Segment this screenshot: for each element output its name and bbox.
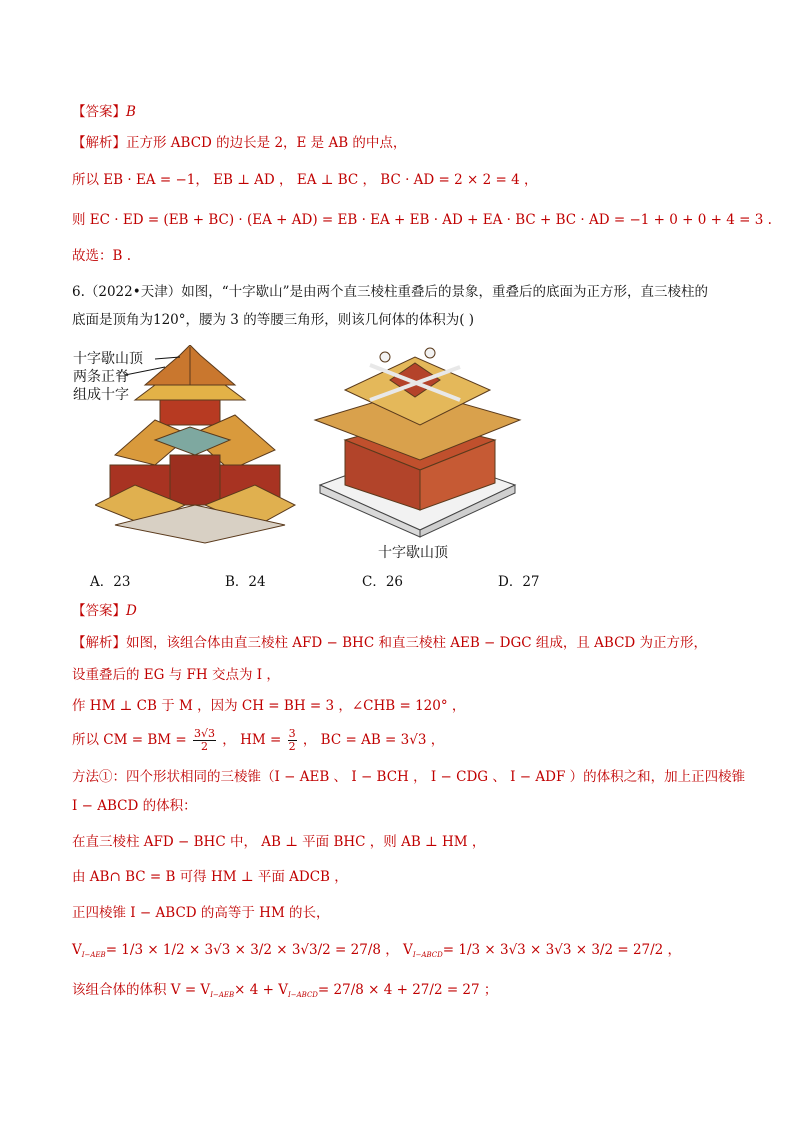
answer-value: B bbox=[126, 104, 136, 120]
analysis2-line-7: 在直三棱柱 AFD − BHC 中， AB ⊥ 平面 BHC ，则 AB ⊥ HM ， bbox=[72, 834, 486, 850]
analysis2-line-11: 该组合体的体积 $V = V_{I-AEB}\times 4 + V_{I-ABCD}= 27/8 \times 4 + 27/2 = 27$ ； bbox=[72, 982, 498, 999]
figure-label-cross-gable: 十字歇山顶 bbox=[73, 351, 143, 367]
analysis-line-4: 故选：B . bbox=[72, 248, 132, 264]
analysis-tag: 【解析】 bbox=[72, 635, 126, 651]
figure-label-bottom: 十字歇山顶 bbox=[378, 545, 448, 561]
figure-right-building bbox=[310, 345, 525, 540]
fraction-hm: $\frac{3}{2}$ bbox=[288, 727, 296, 753]
analysis2-line-10: $V_{I-AEB}= 1/3 \times 1/2 \times 3√3 \times 3/2 \times 3√3/2 = 27/8$ ， $V_{I-ABCD}= 1/3 \times 3√3 \times 3√3 \times 3/2 = 27/2$ ， bbox=[72, 942, 682, 959]
fraction-cm: $\frac{3√3}{2}$ bbox=[193, 727, 215, 753]
choice-b[interactable]: B．24 bbox=[225, 574, 266, 590]
analysis2-line-9: 正四棱锥 I − ABCD 的高等于 HM 的长， bbox=[72, 905, 330, 921]
choice-d[interactable]: D．27 bbox=[498, 574, 540, 590]
figure-label-form-cross: 组成十字 bbox=[73, 387, 129, 403]
analysis-text: 正方形 ABCD 的边长是 2，E 是 AB 的中点， bbox=[126, 135, 407, 151]
analysis-line-1 bbox=[72, 133, 406, 153]
choice-a[interactable]: A．23 bbox=[90, 574, 131, 590]
analysis-line-3: 则 EC · ED = (EB + BC) · (EA + AD) = EB · EA + EB · AD + EA · BC + BC · AD = −1 + 0 + 0 + 4 = 3 . bbox=[72, 212, 772, 228]
choice-c[interactable]: C．26 bbox=[362, 574, 404, 590]
analysis2-line-6: I − ABCD 的体积： bbox=[72, 798, 197, 814]
figure-label-two-ridges: 两条正脊 bbox=[73, 369, 129, 385]
analysis2-line-3: 作 HM ⊥ CB 于 M ，因为 CH = BH = 3 ，∠CHB = 120° ， bbox=[72, 698, 466, 714]
analysis2-line-2: 设重叠后的 EG 与 FH 交点为 I ， bbox=[72, 667, 280, 683]
analysis-line-2: 所以 EB · EA = −1， EB ⊥ AD ， EA ⊥ BC ， BC · AD = 2 × 2 = 4 ， bbox=[72, 172, 538, 188]
answer-tag: 【答案】 bbox=[72, 603, 126, 619]
answer-line-1 bbox=[72, 102, 136, 122]
question-6-line-1: 6.（2022•天津）如图，“十字歇山”是由两个直三棱柱重叠后的景象，重叠后的底面为正方形，直三棱柱的 bbox=[72, 284, 709, 300]
analysis2-line-8: 由 AB∩ BC = B 可得 HM ⊥ 平面 ADCB ， bbox=[72, 869, 348, 885]
analysis-tag: 【解析】 bbox=[72, 135, 126, 151]
answer-tag: 【答案】 bbox=[72, 104, 126, 120]
analysis2-line-4: 所以 CM = BM = $\frac{3√3}{2}$ ， HM = $\frac{3}{2}$ ， BC = AB = 3√3 ， bbox=[72, 727, 445, 753]
question-6-line-2: 底面是顶角为120°，腰为 3 的等腰三角形，则该几何体的体积为( ) bbox=[72, 312, 475, 328]
analysis2-line-5: 方法①：四个形状相同的三棱锥（I − AEB 、 I − BCH ， I − CDG 、 I − ADF ）的体积之和，加上正四棱锥 bbox=[72, 769, 746, 785]
answer-value: D bbox=[126, 603, 137, 619]
answer-line-2 bbox=[72, 601, 137, 621]
analysis2-line-1: 【解析】如图，该组合体由直三棱柱 AFD − BHC 和直三棱柱 AEB − DGC 组成，且 ABCD 为正方形， bbox=[72, 635, 708, 651]
